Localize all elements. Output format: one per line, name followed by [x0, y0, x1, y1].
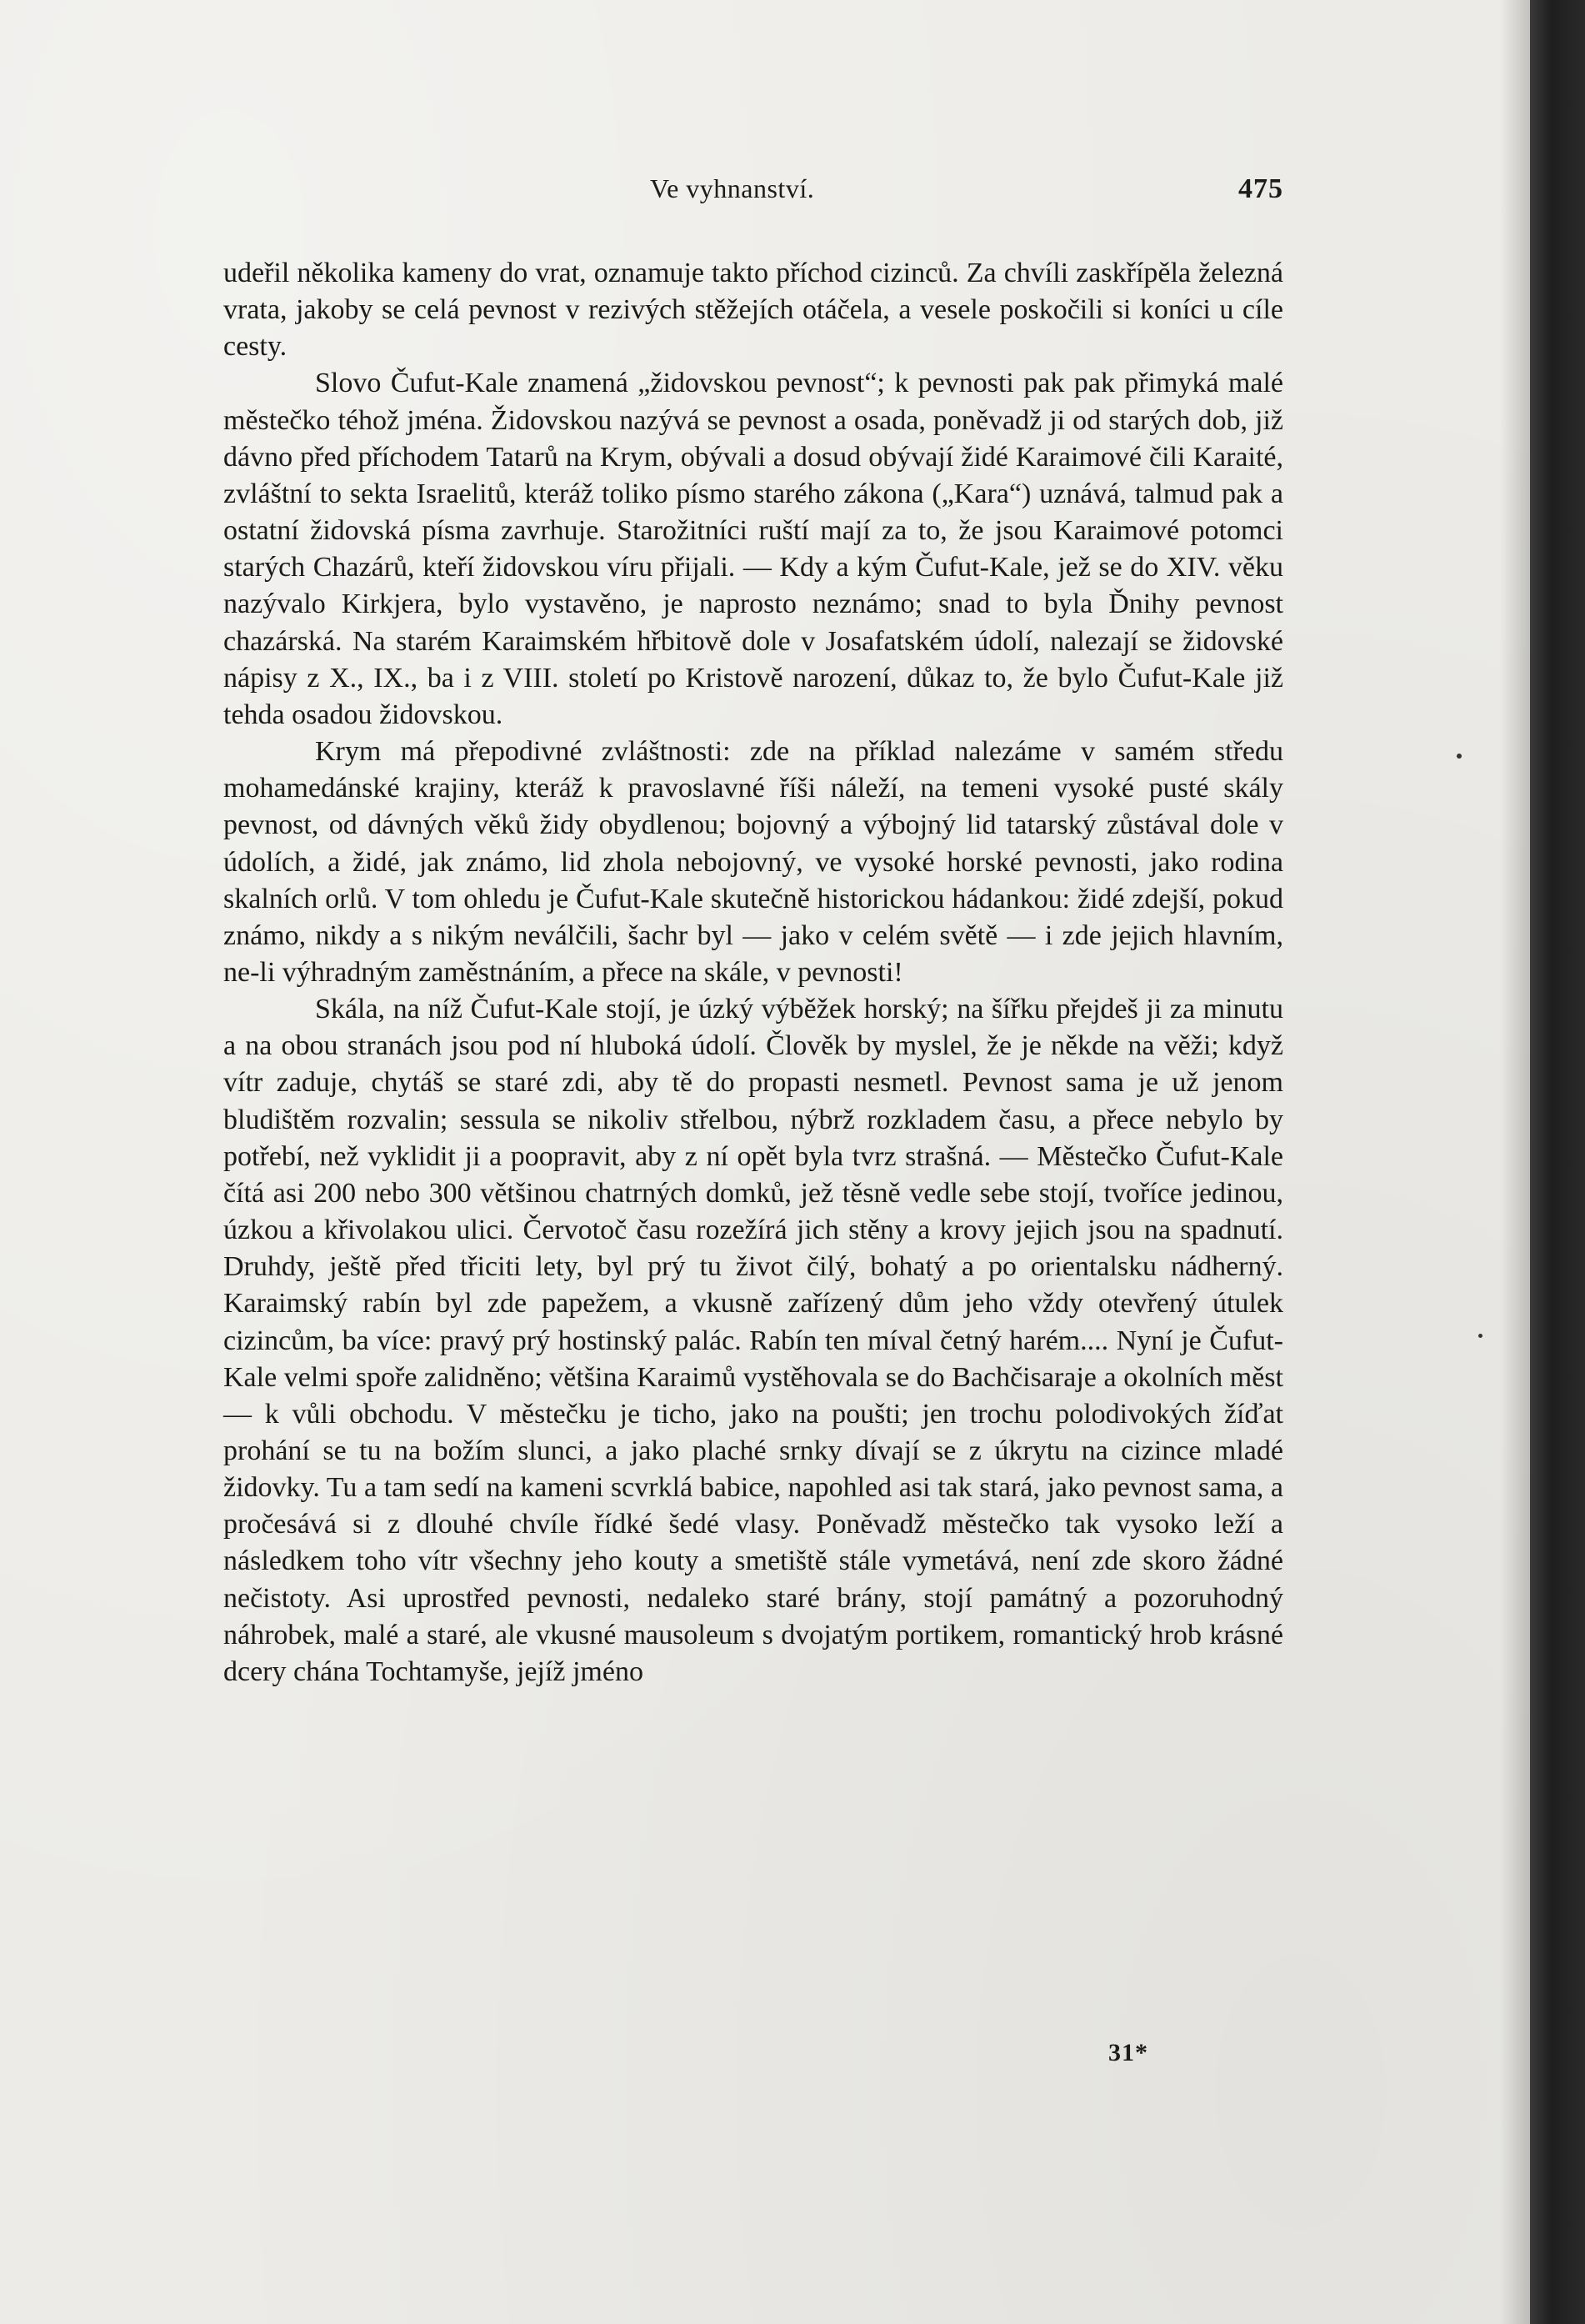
- paper-speck: [1478, 1334, 1482, 1338]
- page-number: 475: [1238, 173, 1283, 204]
- paper-speck: [1457, 754, 1462, 759]
- scan-edge: [1530, 0, 1585, 2324]
- paragraph: Skála, na níž Čufut-Kale stojí, je úzký výběžek horský; na šířku přejdeš ji za minutu a na obou stranách jsou pod ní hluboká údolí. Člověk by myslel, že je někde na věži; když vítr zaduje, chytáš se staré zdi, aby tě do propasti nesmetl. Pevnost sama je už jenom bludištěm rozvalin; sessula se nikoliv střelbou, nýbrž rozkladem času, a přece nebylo by potřebí, než vyklidit ji a poopravit, aby z ní opět byla tvrz strašná. — Městečko Čufut-Kale čítá asi 200 nebo 300 většinou chatrných domků, jež těsně vedle sebe stojí, tvoříce jedinou, úzkou a křivolakou ulici. Červotoč času rozežírá jich stěny a krovy jejich jsou na spadnutí. Druhdy, ještě před třiciti lety, byl prý tu život čilý, bohatý a po orientalsku nádherný. Karaimský rabín byl zde papežem, a vkusně zařízený dům jeho vždy otevřený útulek cizincům, ba více: pravý prý hostinský palác. Rabín ten míval četný harém.... Nyní je Čufut-Kale velmi spoře zalidněno; většina Karaimů vystěhovala se do Bachčisaraje a okolních měst — k vůli obchodu. V městečku je ticho, jako na poušti; jen trochu polodivokých žíďat prohání se tu na božím slunci, a jako plaché srnky dívají se z úkrytu na cizince mladé židovky. Tu a tam sedí na kameni scvrklá babice, napohled asi tak stará, jako pevnost sama, a pročesává si z dlouhé chvíle řídké šedé vlasy. Poněvadž městečko tak vysoko leží a následkem toho vítr všechny jeho kouty a smetiště stále vymetává, není zde skoro žádné nečistoty. Asi uprostřed pevnosti, nedaleko staré brány, stojí památný a pozoruhodný náhrobek, malé a staré, ale vkusné mausoleum s dvojatým portikem, romantický hrob krásné dcery chána Tochtamyše, jejíž jméno: [223, 994, 1283, 1687]
- running-head: [223, 173, 1283, 215]
- paragraph: Slovo Čufut-Kale znamená „židovskou pevnost“; k pevnosti pak pak přimyká malé městečko téhož jména. Židovskou nazývá se pevnost a osada, poněvadž ji od starých dob, již dávno před příchodem Tatarů na Krym, obývali a dosud obývají židé Karaimové čili Karaité, zvláštní to sekta Israelitů, kteráž toliko písmo starého zákona („Kara“) uznává, talmud pak a ostatní židovská písma zavrhuje. Starožitníci ruští mají za to, že jsou Karaimové potomci starých Chazárů, kteří židovskou víru přijali. — Kdy a kým Čufut-Kale, jež se do XIV. věku nazývalo Kirkjera, bylo vystavěno, je naprosto neznámo; snad to byla Ďnihy pevnost chazárská. Na starém Karaimském hřbitově dole v Josafatském údolí, nalezají se židovské nápisy z X., IX., ba i z VIII. století po Kristově narození, důkaz to, že bylo Čufut-Kale již tehda osadou židovskou.: [223, 368, 1283, 730]
- body-text: [223, 255, 1283, 1690]
- paragraph: udeřil několika kameny do vrat, oznamuje takto příchod cizinců. Za chvíli zaskřípěla železná vrata, jakoby se celá pevnost v rezivých stěžejích otáčela, a vesele poskočili si koníci u cíle cesty.: [223, 258, 1283, 363]
- page-gutter-shadow: [1500, 0, 1530, 2324]
- paragraph: Krym má přepodivné zvláštnosti: zde na příklad nalezáme v samém středu mohamedánské krajiny, kteráž k pravoslavné říši náleží, na temeni vysoké pusté skály pevnost, od dávných věků židy obydlenou; bojovný a výbojný lid tatarský zůstával dole v údolích, a židé, jak známo, lid zhola nebojovný, ve vysoké horské pevnosti, jako rodina skalních orlů. V tom ohledu je Čufut-Kale skutečně historickou hádankou: židé zdejší, pokud známo, nikdy a s nikým neválčili, šachr byl — jako v celém světě — i zde jejich hlavním, ne-li výhradným zaměstnáním, a přece na skále, v pevnosti!: [223, 736, 1283, 988]
- running-head-title: Ve vyhnanství.: [650, 173, 815, 203]
- signature-mark: 31*: [1108, 2039, 1148, 2066]
